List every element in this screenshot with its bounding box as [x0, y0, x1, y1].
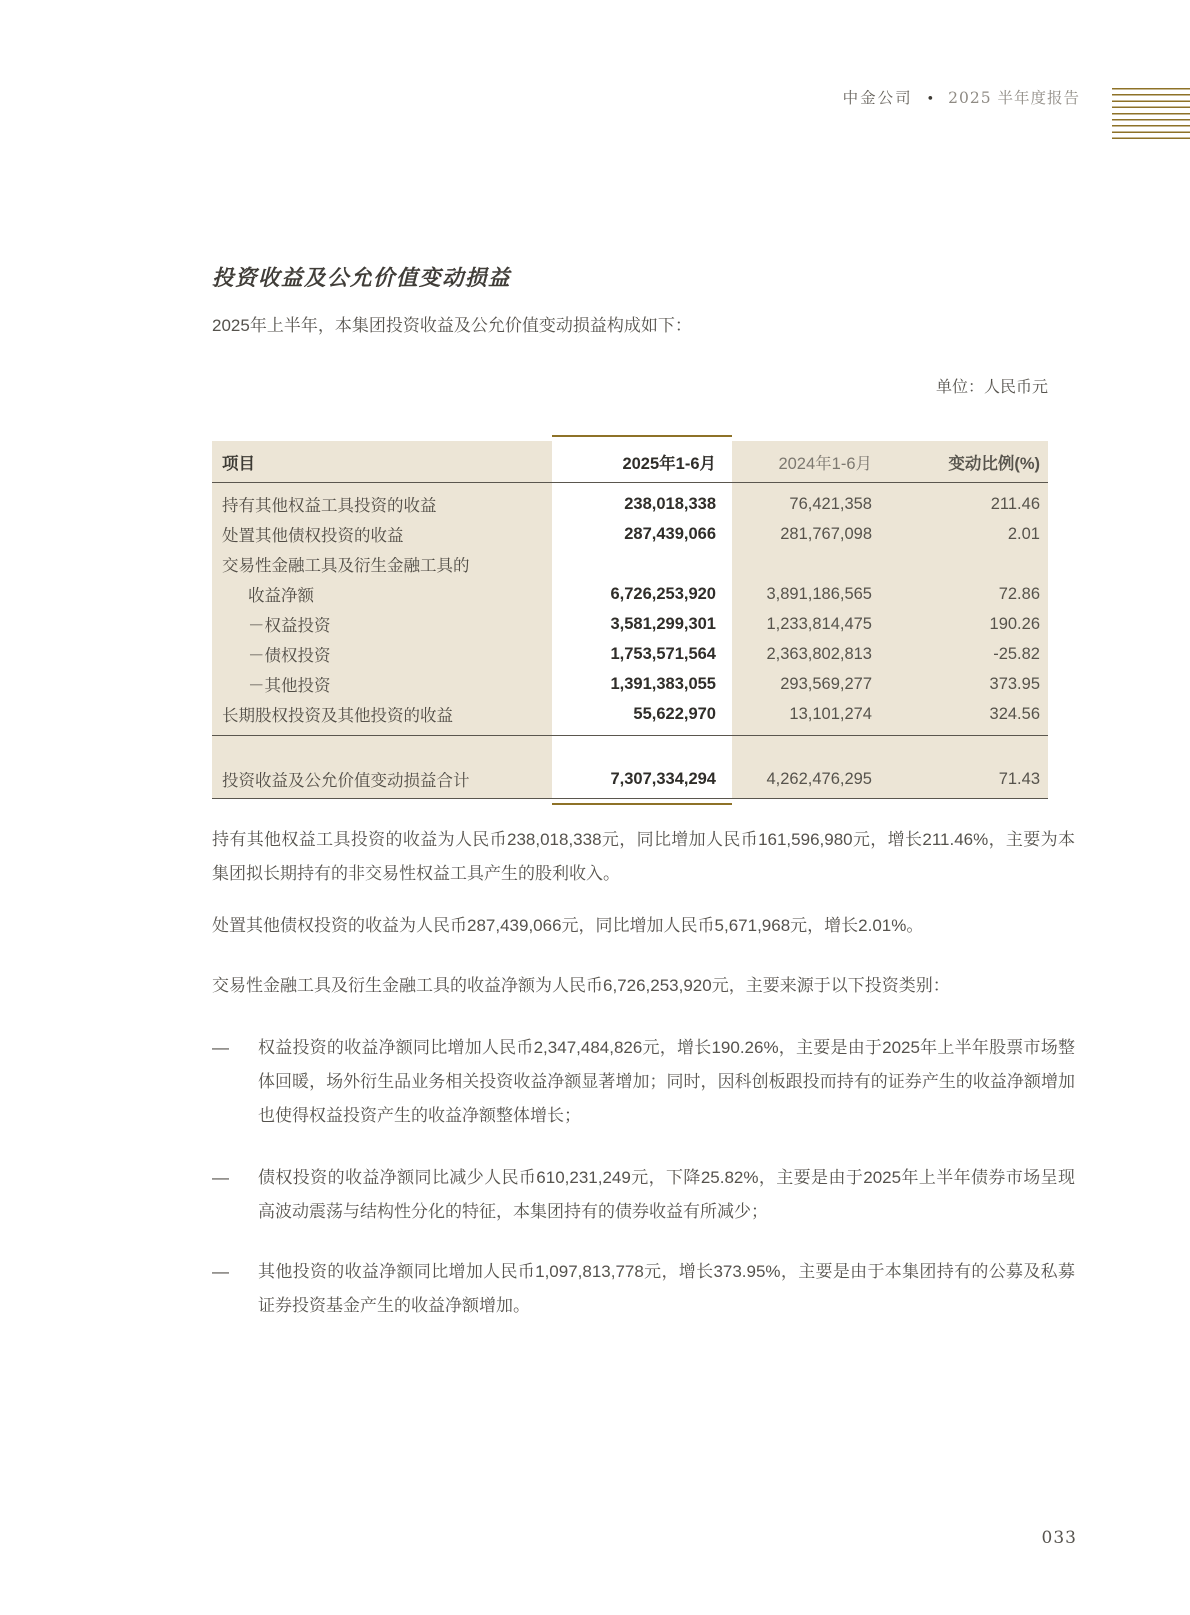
table-header-row	[212, 441, 1048, 482]
table-row	[212, 609, 1048, 639]
change-cell: 373.95	[989, 674, 1040, 693]
value-2024-cell: 3,891,186,565	[766, 584, 872, 603]
item-cell: 交易性金融工具及衍生金融工具的	[222, 557, 470, 575]
total-value-2025-cell: 7,307,334,294	[610, 769, 716, 788]
bullet-item	[212, 1161, 1075, 1229]
table-row	[212, 489, 1048, 519]
change-cell: 72.86	[998, 584, 1040, 603]
change-cell: 2.01	[1007, 524, 1040, 543]
bullet-text: 权益投资的收益净额同比增加人民币2,347,484,826元，增长190.26%，主要是由于2025年上半年股票市场整体回暖，场外衍生品业务相关投资收益净额显著增加；同时，因科创板跟投而持有的证券产生的收益净额增加也使得权益投资产生的收益净额整体增长；	[258, 1038, 1075, 1125]
bullet-text: 其他投资的收益净额同比增加人民币1,097,813,778元，增长373.95%，主要是由于本集团持有的公募及私募证券投资基金产生的收益净额增加。	[258, 1262, 1075, 1315]
change-cell: -25.82	[993, 644, 1040, 663]
column-header-2025: 2025年1-6月	[622, 454, 716, 473]
bullet-dash-marker: —	[212, 1168, 229, 1187]
item-cell: 收益净额	[248, 587, 314, 605]
table-total-section	[212, 735, 1048, 799]
intro-paragraph: 2025年上半年，本集团投资收益及公允价值变动损益构成如下：	[212, 316, 692, 335]
value-2024-cell: 76,421,358	[789, 494, 872, 513]
value-2025-cell: 238,018,338	[624, 494, 716, 513]
value-2025-cell: 287,439,066	[624, 524, 716, 543]
value-2025-cell: 1,391,383,055	[610, 674, 716, 693]
table-row	[212, 639, 1048, 669]
section-title: 投资收益及公允价值变动损益	[212, 266, 512, 291]
paragraph: 交易性金融工具及衍生金融工具的收益净额为人民币6,726,253,920元，主要来源于以下投资类别：	[212, 976, 950, 995]
value-2025-cell: 6,726,253,920	[610, 584, 716, 603]
gold-lines-decoration	[1112, 88, 1190, 140]
value-2024-cell: 1,233,814,475	[766, 614, 872, 633]
item-cell: －债权投资	[248, 647, 331, 665]
table-row	[212, 579, 1048, 609]
table-row	[212, 669, 1048, 699]
total-item-cell: 投资收益及公允价值变动损益合计	[222, 772, 470, 790]
item-cell: －其他投资	[248, 677, 331, 695]
item-cell: 持有其他权益工具投资的收益	[222, 497, 437, 515]
value-2024-cell: 13,101,274	[789, 704, 872, 723]
table-row	[212, 549, 1048, 579]
report-title: 2025 半年度报告	[948, 89, 1080, 107]
column-header-change: 变动比例(%)	[948, 454, 1040, 473]
value-2024-cell: 2,363,802,813	[766, 644, 872, 663]
bullet-item	[212, 1031, 1075, 1133]
item-cell: 处置其他债权投资的收益	[222, 527, 404, 545]
value-2025-cell: 55,622,970	[633, 704, 716, 723]
value-2025-cell: 3,581,299,301	[610, 614, 716, 633]
total-change-cell: 71.43	[998, 769, 1040, 788]
page-number: 033	[1041, 1528, 1077, 1548]
paragraph: 持有其他权益工具投资的收益为人民币238,018,338元，同比增加人民币161,596,980元，增长211.46%，主要为本集团拟长期持有的非交易性权益工具产生的股利收入。	[212, 830, 1075, 883]
paragraph: 处置其他债权投资的收益为人民币287,439,066元，同比增加人民币5,671,968元，增长2.01%。	[212, 916, 924, 935]
total-row	[212, 762, 1048, 796]
content-area	[212, 0, 1075, 1323]
table-row	[212, 519, 1048, 549]
change-cell: 211.46	[990, 494, 1040, 513]
change-cell: 324.56	[989, 704, 1040, 723]
item-cell: －权益投资	[248, 617, 331, 635]
investment-income-table	[212, 441, 1048, 799]
table-body	[212, 482, 1048, 735]
change-cell: 190.26	[989, 614, 1040, 633]
value-2025-cell: 1,753,571,564	[610, 644, 716, 663]
column-header-item: 项目	[222, 454, 255, 473]
brand-name: 中金公司	[842, 89, 913, 107]
header-dot-separator: •	[926, 92, 935, 107]
item-cell: 长期股权投资及其他投资的收益	[222, 707, 453, 725]
bullet-text: 债权投资的收益净额同比减少人民币610,231,249元，下降25.82%，主要是由于2025年上半年债券市场呈现高波动震荡与结构性分化的特征，本集团持有的债券收益有所减少；	[258, 1168, 1075, 1221]
bullet-dash-marker: —	[212, 1262, 229, 1281]
table-row	[212, 699, 1048, 729]
bullet-dash-marker: —	[212, 1038, 229, 1057]
total-value-2024-cell: 4,262,476,295	[766, 769, 872, 788]
column-header-2024: 2024年1-6月	[778, 454, 872, 473]
value-2024-cell: 293,569,277	[780, 674, 872, 693]
unit-note: 单位：人民币元	[935, 379, 1048, 396]
value-2024-cell: 281,767,098	[780, 524, 872, 543]
bullet-item	[212, 1255, 1075, 1323]
